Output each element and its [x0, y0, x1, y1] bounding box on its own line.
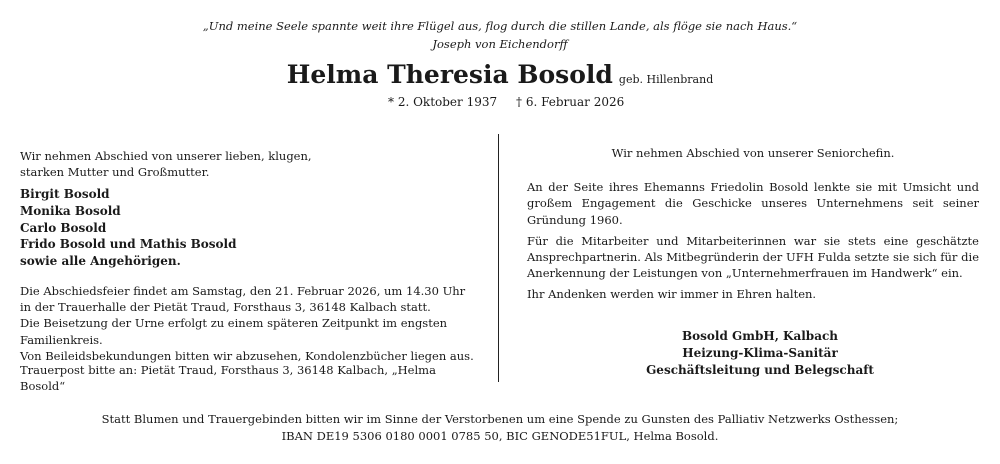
- family-member: sowie alle Angehörigen.: [20, 254, 181, 269]
- donation-note: [0, 411, 1000, 444]
- family-intro-line: starken Mutter und Großmutter.: [20, 165, 210, 180]
- ceremony-line: Die Beisetzung der Urne erfolgt zu einem späteren Zeitpunkt im engsten: [20, 316, 448, 331]
- donation-bank: IBAN DE19 5306 0180 0001 0785 50, BIC GENODE51FUL, Helma Bosold.: [281, 428, 719, 443]
- ceremony-info: [20, 283, 475, 364]
- ceremony-line: Von Beileidsbekundungen bitten wir abzusehen, Kondolenzbücher liegen aus.: [20, 348, 474, 363]
- death-date: † 6. Februar 2026: [516, 95, 625, 109]
- family-members: [20, 186, 475, 270]
- family-member: Monika Bosold: [20, 203, 121, 218]
- epigraph: [0, 17, 1000, 53]
- deceased-name-line: [0, 60, 1000, 95]
- maiden-name: geb. Hillenbrand: [618, 73, 714, 86]
- company-paragraph: Für die Mitarbeiter und Mitarbeiterinnen war sie stets eine geschätzte Ansprechpartnerin. Als Mitbegründerin der UFH Fulda setzte sie sich für die Anerkennung der Leistungen von „Unternehmerfrauen im Handwerk“ ein.: [527, 233, 979, 281]
- quote-author: Joseph von Eichendorff: [432, 37, 568, 51]
- company-notice: [527, 145, 979, 303]
- family-member: Birgit Bosold: [20, 187, 110, 201]
- ceremony-line: in der Trauerhalle der Pietät Traud, Forsthaus 3, 36148 Kalbach statt.: [20, 300, 431, 315]
- ceremony-line: Die Abschiedsfeier findet am Samstag, den 21. Februar 2026, um 14.30 Uhr: [20, 284, 466, 298]
- signature-line: Heizung-Klima-Sanitär: [682, 346, 838, 360]
- company-paragraph: Ihr Andenken werden wir immer in Ehren halten.: [527, 287, 817, 302]
- signature-line: Geschäftsleitung und Belegschaft: [646, 363, 874, 377]
- company-paragraph: An der Seite ihres Ehemanns Friedolin Bosold lenkte sie mit Umsicht und großem Engagement die Geschicke unseres Unternehmens seit seiner Gründung 1960.: [527, 180, 979, 227]
- family-member: Carlo Bosold: [20, 220, 107, 235]
- deceased-name: Helma Theresia Bosold: [286, 60, 613, 89]
- family-intro-line: Wir nehmen Abschied von unserer lieben, klugen,: [20, 149, 312, 163]
- family-intro: [20, 148, 475, 180]
- company-signature: [560, 328, 960, 379]
- ceremony-line: Familienkreis.: [20, 332, 103, 347]
- signature-line: Bosold GmbH, Kalbach: [681, 329, 839, 343]
- birth-date: * 2. Oktober 1937: [388, 95, 498, 109]
- mail-address: Trauerpost bitte an: Pietät Traud, Forsthaus 3, 36148 Kalbach, „Helma Bosold“: [20, 363, 436, 394]
- family-member: Frido Bosold und Mathis Bosold: [20, 237, 237, 252]
- donation-line: Statt Blumen und Trauergebinden bitten wir im Sinne der Verstorbenen um eine Spende zu Gunsten des Palliativ Netzwerks Osthessen;: [101, 412, 899, 426]
- quote-text: „Und meine Seele spannte weit ihre Flügel aus, flog durch die stillen Lande, als flöge sie nach Haus.“: [202, 19, 798, 33]
- company-intro: Wir nehmen Abschied von unserer Seniorchefin.: [611, 146, 895, 160]
- column-divider: [498, 134, 499, 382]
